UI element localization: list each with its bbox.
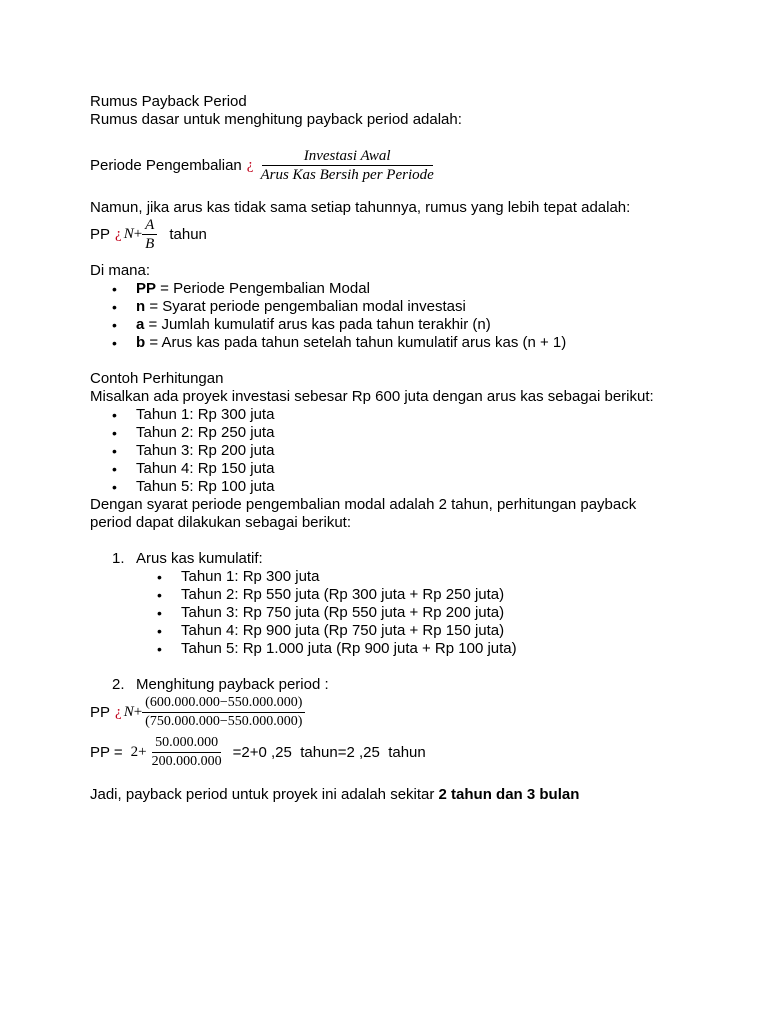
basic-formula-denominator: Arus Kas Bersih per Periode <box>260 166 434 183</box>
list-item: • Tahun 3: Rp 750 juta (Rp 550 juta + Rp 200 juta) <box>90 604 690 622</box>
formula-symbol: ¿ <box>115 225 122 242</box>
plus-sign: + <box>133 225 143 242</box>
calc1-numerator: (600.000.000−550.000.000) <box>142 695 305 713</box>
basic-formula <box>90 147 690 183</box>
document-page <box>90 93 690 804</box>
example-heading: Contoh Perhitungan <box>90 370 224 387</box>
calc2-result: =2+0 ,25 tahun=2 ,25 tahun <box>232 743 426 761</box>
list-item: • Tahun 2: Rp 250 juta <box>90 424 690 442</box>
plus-sign: + <box>133 703 143 720</box>
list-item: • a = Jumlah kumulatif arus kas pada tahun terakhir (n) <box>90 316 690 334</box>
condition-text-cont: period dapat dilakukan sebagai berikut: <box>90 514 352 531</box>
alt-formula <box>90 216 690 252</box>
step-number: 2. <box>112 676 125 693</box>
list-item: • Tahun 3: Rp 200 juta <box>90 442 690 460</box>
document-title: Rumus Payback Period <box>90 93 247 110</box>
list-item: • PP = Periode Pengembalian Modal <box>90 280 690 298</box>
list-item: • Tahun 1: Rp 300 juta <box>90 568 690 586</box>
cashflow-list <box>90 406 690 496</box>
calc2-label: PP = <box>90 743 123 761</box>
var-n: N <box>123 225 134 242</box>
where-label: Di mana: <box>90 262 151 279</box>
example-intro: Misalkan ada proyek investasi sebesar Rp 600 juta dengan arus kas sebagai berikut: <box>90 388 654 405</box>
basic-formula-fraction <box>257 148 436 183</box>
formula-symbol: ¿ <box>246 156 254 173</box>
conclusion-plain: Jadi, payback period untuk proyek ini adalah sekitar <box>90 786 439 803</box>
calc-formula-1 <box>90 694 690 730</box>
list-item: • Tahun 1: Rp 300 juta <box>90 406 690 424</box>
conclusion-bold: 2 tahun dan 3 bulan <box>438 786 580 803</box>
condition-text: Dengan syarat periode pengembalian modal adalah 2 tahun, perhitungan payback <box>90 496 637 513</box>
list-item: • Tahun 2: Rp 550 juta (Rp 300 juta + Rp 250 juta) <box>90 586 690 604</box>
calc2-fraction <box>149 735 225 770</box>
step-number: 1. <box>112 550 125 567</box>
step-title: Arus kas kumulatif: <box>136 550 263 567</box>
step-2 <box>90 676 690 694</box>
calc-formula-2 <box>90 732 690 772</box>
calc1-fraction <box>142 695 305 730</box>
calc1-denominator: (750.000.000−550.000.000) <box>145 713 303 729</box>
list-item: • Tahun 5: Rp 100 juta <box>90 478 690 496</box>
alt-intro-text: Namun, jika arus kas tidak sama setiap tahunnya, rumus yang lebih tepat adalah: <box>90 199 631 216</box>
calc2-denominator: 200.000.000 <box>151 753 222 769</box>
alt-formula-label: PP <box>90 225 111 243</box>
formula-symbol: ¿ <box>115 703 122 720</box>
list-item: • Tahun 4: Rp 900 juta (Rp 750 juta + Rp 150 juta) <box>90 622 690 640</box>
calc2-prefix: 2+ <box>130 743 147 760</box>
cumulative-list <box>90 568 690 658</box>
list-item: • n = Syarat periode pengembalian modal investasi <box>90 298 690 316</box>
alt-formula-fraction <box>142 217 157 252</box>
intro-text: Rumus dasar untuk menghitung payback period adalah: <box>90 111 462 128</box>
var-n: N <box>123 703 134 720</box>
calc2-numerator: 50.000.000 <box>152 735 221 753</box>
list-item: • Tahun 5: Rp 1.000 juta (Rp 900 juta + Rp 100 juta) <box>90 640 690 658</box>
alt-formula-numerator: A <box>142 217 157 235</box>
conclusion-text <box>90 786 690 804</box>
basic-formula-label: Periode Pengembalian <box>90 156 242 174</box>
step-1 <box>90 550 690 568</box>
list-item: • Tahun 4: Rp 150 juta <box>90 460 690 478</box>
calc1-label: PP <box>90 703 111 721</box>
list-item: • b = Arus kas pada tahun setelah tahun kumulatif arus kas (n + 1) <box>90 334 690 352</box>
alt-formula-denominator: B <box>145 235 155 252</box>
basic-formula-numerator: Investasi Awal <box>262 148 433 166</box>
step-title: Menghitung payback period : <box>136 676 329 693</box>
alt-formula-unit: tahun <box>169 225 207 243</box>
definitions-list <box>90 280 690 352</box>
